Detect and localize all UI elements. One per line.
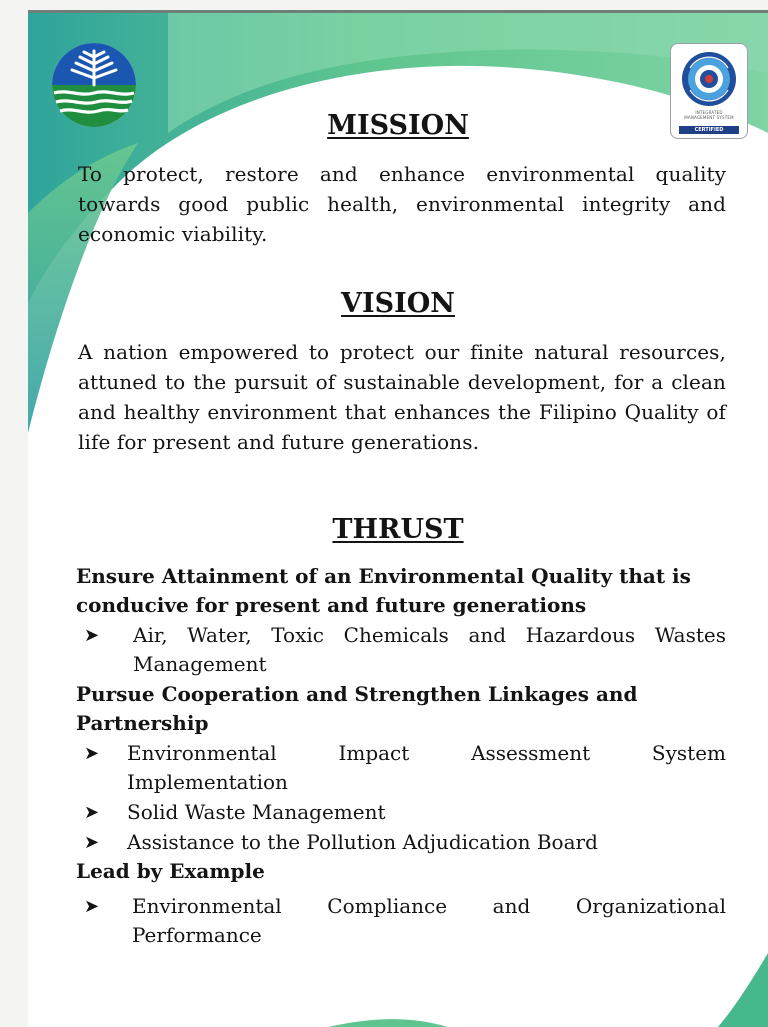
list-item <box>76 621 726 679</box>
card <box>28 10 768 1027</box>
list-item-text: Air, Water, Toxic Chemicals and Hazardous Wastes Management <box>133 623 726 676</box>
mission-heading: MISSION <box>327 110 469 141</box>
badge-line-integrated: INTEGRATED <box>695 110 723 115</box>
badge-line-management-system: MANAGEMENT SYSTEM <box>684 115 734 120</box>
bullet-arrow-icon: ➤ <box>84 743 100 764</box>
list-item <box>76 828 726 857</box>
bullet-arrow-icon: ➤ <box>84 896 100 917</box>
list-item-text: Environmental Compliance and Organizational Performance <box>132 894 726 947</box>
bullet-arrow-icon: ➤ <box>84 802 100 823</box>
vision-text: A nation empowered to protect our finite natural resources, attuned to the pursuit of sustainable development, for a clean and healthy environment that enhances the Filipino Quality of life for present and future generations. <box>78 340 726 454</box>
list-item-text: Environmental Impact Assessment System Implementation <box>127 741 726 794</box>
list-item <box>76 892 726 950</box>
bullet-arrow-icon: ➤ <box>84 625 100 646</box>
vision-heading: VISION <box>341 288 455 319</box>
thrust-heading: THRUST <box>332 514 464 545</box>
list-item <box>76 798 726 827</box>
content <box>28 13 768 1027</box>
thrust-group-heading: Ensure Attainment of an Environmental Quality that is conducive for present and future generations <box>76 564 691 617</box>
badge-certified-label: CERTIFIED <box>679 126 739 134</box>
thrust-group-heading: Lead by Example <box>76 859 265 883</box>
list-item-text: Assistance to the Pollution Adjudication Board <box>127 830 598 854</box>
mission-text: To protect, restore and enhance environmental quality towards good public health, environmental integrity and economic viability. <box>78 162 726 246</box>
list-item-text: Solid Waste Management <box>127 800 386 824</box>
bullet-arrow-icon: ➤ <box>84 832 100 853</box>
thrust-group-heading: Pursue Cooperation and Strengthen Linkages and Partnership <box>76 682 638 735</box>
list-item <box>76 739 726 797</box>
